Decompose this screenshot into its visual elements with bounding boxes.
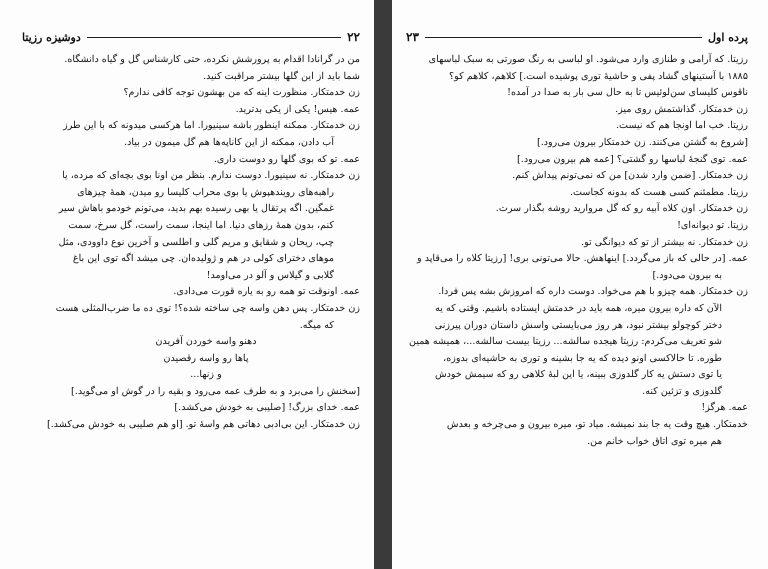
text-line: زن خدمتکار. نه بیشتر از تو که دیوانگی تو.: [581, 236, 748, 248]
text-line: طوره. تا حالاکسی اونو دیده که یه جا بشینه و توری به حاشیه‌ای بدوزه،: [443, 352, 722, 364]
text-line: شو تعریف می‌کردم: رزیتا هیجده سالشه... رزیتا بیست سالشه...، همیشه همین: [409, 336, 722, 348]
text-line: که میگه.: [299, 319, 334, 331]
text-line: عمه. توی گنجهٔ لباسها رو گشتی؟ [عمه هم بیرون می‌رود.]: [517, 153, 748, 165]
book-spine: [374, 0, 392, 569]
text-line: چپ، ریحان و شقایق و مریم گلی و اطلسی و آخرین نوع داوودی، مثل: [58, 236, 334, 248]
left-page: [0, 0, 374, 569]
verse-line: و زنها...: [190, 369, 222, 381]
text-line: هم میره توی اتاق خواب خانم من.: [587, 435, 722, 447]
text-line: زن خدمتکار. همه چیزو با هم می‌خواد. دوست داره که امروزش بشه پس فردا.: [438, 286, 748, 298]
page-number: ۲۲: [347, 30, 360, 44]
text-line: عمه. تو که بوی گلها رو دوست داری.: [213, 153, 360, 165]
left-page-header: [22, 30, 360, 44]
text-line: یا توی دستش یه کار گلدوزی ببینه، یا این لبهٔ کلاهی رو که سیمش خودش: [434, 369, 722, 381]
text-line: زن خدمتکار. [ضمن وارد شدن] من که نمی‌تونم پیداش کنم.: [512, 170, 748, 182]
text-line: ناقوس کلیسای سن‌لوئیس تا به حال سی بار به صدا در آمده!: [507, 87, 748, 99]
text-line: زن خدمتکار. این بی‌ادبی دهاتی هم واسهٔ تو. [او هم صلیبی به خودش می‌کشد.]: [46, 419, 360, 431]
text-line: گلدوزی و تزئین کنه.: [642, 385, 722, 397]
text-line: ۱۸۸۵ با آستینهای گشاد پفی و حاشیهٔ توری پوشیده است.] کلاهم، کلاهم کو؟: [449, 70, 748, 82]
text-line: شما باید از این گلها بیشتر مراقبت کنید.: [203, 70, 360, 82]
text-line: رزیتا. که آرامی و طنازی وارد می‌شود. او لباسی به رنگ صورتی به سبک لباسهای: [428, 54, 748, 65]
text-line: عمه. اونوقت تو همه رو به یاره قورت می‌دادی.: [173, 286, 360, 298]
text-line: غمگین. اگه پرتقال یا بهی رسیده بهم بدید، می‌تونم خودمو باهاش سیر: [58, 203, 334, 215]
text-line: من در گرانادا اقدام به پرورشش نکرده، حتی کارشناس گل و گیاه دانشگاه.: [64, 54, 360, 65]
text-line: زن خدمتکار. اون کلاه آبیه رو که گل مروارید روشه بگذار سرت.: [495, 203, 748, 215]
text-line: دختر کوچولو بیشتر نبود، هر روز می‌بایستی واسش داستان دوران پیرزنی: [434, 319, 722, 331]
stage-direction: [شروع به گشتن می‌کنند. زن خدمتکار بیرون می‌رود.]: [536, 136, 748, 148]
verse-line: پاها رو واسه رقصیدن: [163, 352, 249, 364]
text-line: موهای دخترای کولی در هم و ژولیده‌ان. چی میشد اگه توی این باغ: [72, 253, 334, 265]
running-title: پرده اول: [708, 30, 748, 44]
running-title: دوشیزه رزیتا: [22, 30, 81, 44]
text-line: کنم، بدون همهٔ رزهای دنیا. اما اینجا، سمت راست، گل سرخ، سمت: [68, 219, 334, 231]
text-line: رزیتا. تو دیوانه‌ای!: [677, 219, 748, 231]
text-line: به بیرون می‌دود.]: [652, 269, 722, 281]
text-line: خدمتکار. هیچ وقت یه جا بند نمیشه. میاد تو، میره بیرون و می‌چرخه و بعدش: [446, 419, 748, 431]
verse-line: دهنو واسه خوردن آفریدن: [155, 336, 257, 348]
header-rule: [87, 37, 341, 38]
text-line: گلابی و گیلاس و آلو در می‌اومد!: [206, 269, 334, 281]
text-line: عمه. هرگز!: [701, 402, 748, 414]
text-line: رزیتا. خب اما اونجا هم که نیست.: [615, 120, 748, 132]
text-line: عمه. خدای بزرگ! [صلیبی به خودش می‌کشد.]: [174, 402, 360, 414]
left-page-text: [22, 52, 360, 434]
text-line: آب دادن، ممکنه از این کاناپه‌ها هم گل میمون در بیاد.: [124, 136, 334, 148]
text-line: زن خدمتکار. گذاشتمش روی میز.: [615, 103, 748, 115]
text-line: زن خدمتکار. ممکنه اینطور باشه سینیورا. اما هرکسی میدونه که با این طرز: [63, 120, 360, 132]
text-line: الآن که داره بیرون میره، همه باید در خدمتش ایستاده باشیم. وقتی که یه: [435, 302, 722, 314]
text-line: زن خدمتکار. پس دهن واسه چی ساخته شده؟! توی ده ما ضرب‌المثلی هست: [55, 302, 360, 314]
stage-direction: [سخنش را می‌برد و به طرف عمه می‌رود و بقیه را در گوش او می‌گوید.]: [71, 385, 360, 397]
text-line: راهبه‌های رویندهپوش یا بوی محراب کلیسا رو میدن، همهٔ چیزهای: [77, 186, 334, 198]
text-line: رزیتا. مطمئنم کسی هست که بدونه کجاست.: [569, 186, 748, 198]
header-rule: [425, 37, 702, 38]
text-line: عمه. هیس! یکی از یکی بدترید.: [235, 103, 360, 115]
right-page: [392, 0, 768, 569]
text-line: عمه. [در حالی که باز می‌گردد.] اینهاهش. حالا می‌تونی بری! [رزیتا کلاه را می‌قاپد و: [417, 253, 748, 265]
right-page-header: [406, 30, 748, 44]
text-line: زن خدمتکار. منظورت اینه که من بهشون توجه کافی ندارم؟: [123, 87, 360, 99]
text-line: زن خدمتکار. نه سینیورا. دوست ندارم. بنظر من اونا بوی بچه‌ای که مرده، یا: [62, 170, 360, 182]
right-page-text: [406, 52, 748, 450]
page-number: ۲۳: [406, 30, 419, 44]
